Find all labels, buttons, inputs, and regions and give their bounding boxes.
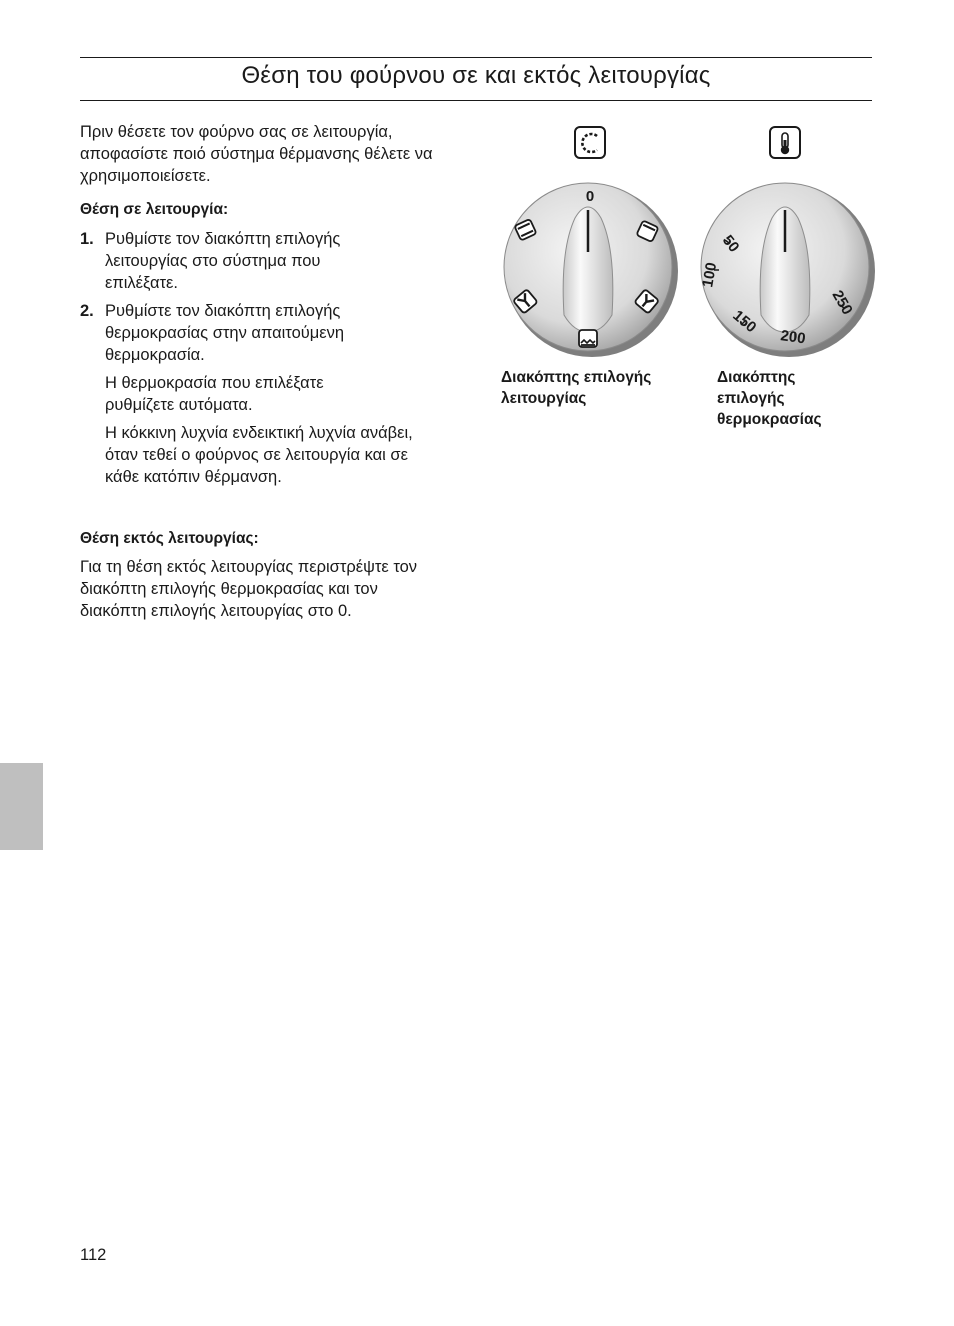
page-title: Θέση του φούρνου σε και εκτός λειτουργίας [241,62,711,89]
switch-off-paragraph: Για τη θέση εκτός λειτουργίας περιστρέψτε τον διακόπτη επιλογής θερμοκρασίας και τον διακόπτη επιλογής λειτουργίας στο 0. [80,558,418,620]
temperature-knob-caption: Διακόπτης επιλογής θερμοκρασίας [717,369,822,428]
step-text: Ρυθμίστε τον διακόπτη επιλογής λειτουργίας στο σύστημα που επιλέξατε. [105,230,341,292]
function-zero-label: 0 [585,188,595,205]
scale-label-250: 250 [828,287,856,318]
function-selector-icon [575,127,605,158]
scale-label-150: 150 [729,307,760,337]
temperature-knob[interactable] [699,183,875,357]
section-tab-marker [0,763,43,850]
thermometer-icon [770,127,800,158]
scale-label-50: 50 [718,231,743,256]
note-indicator-lamp: Η κόκκινη λυχνία ενδεικτική λυχνία ανάβει, όταν τεθεί ο φούρνος σε λειτουργία και σε κάθε κατόπιν θέρμανση. [105,424,413,486]
scale-label-100: 100 [699,261,721,289]
bottom-heat-icon [579,330,597,347]
function-knob[interactable] [504,183,678,357]
step-number: 1. [80,230,94,248]
step-text: Ρυθμίστε τον διακόπτη επιλογής θερμοκρασίας στην απαιτούμενη θερμοκρασία. [105,302,345,364]
switch-off-heading: Θέση εκτός λειτουργίας: [80,530,259,547]
intro-paragraph: Πριν θέσετε τον φούρνο σας σε λειτουργία, αποφασίστε ποιό σύστημα θέρμανσης θέλετε να χρησιμοποιείσετε. [80,123,433,185]
step-number: 2. [80,302,94,320]
page-number: 112 [80,1246,107,1264]
switch-on-heading: Θέση σε λειτουργία: [80,201,229,218]
scale-label-200: 200 [779,327,807,348]
note-auto-regulation: Η θερμοκρασία που επιλέξατε ρυθμίζετε αυτόματα. [105,374,324,414]
function-knob-caption: Διακόπτης επιλογής λειτουργίας [501,369,652,407]
